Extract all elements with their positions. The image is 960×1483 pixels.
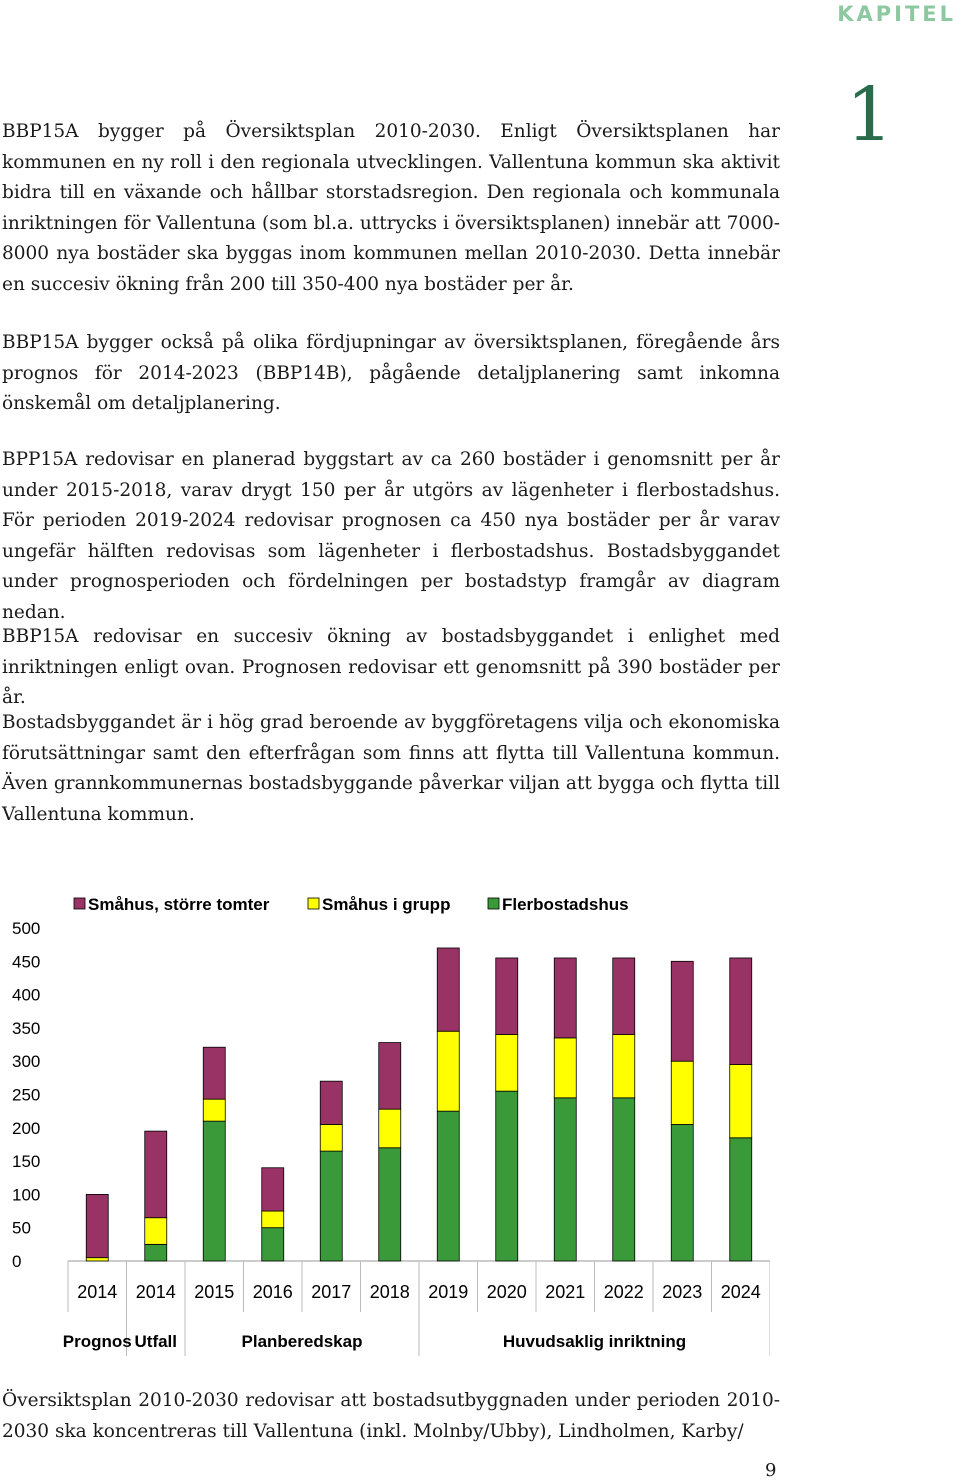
legend-label: Småhus i grupp [322,895,451,914]
bar-segment [145,1131,167,1218]
group-label: Prognos [62,1332,132,1351]
y-tick-label: 300 [12,1052,41,1072]
bar-segment [203,1121,225,1261]
x-tick-label: 2021 [545,1282,586,1302]
bar-segment [262,1168,284,1211]
x-tick-label: 2014 [135,1282,176,1302]
bar-segment [203,1099,225,1121]
bar-segment [262,1211,284,1228]
bar-segment [145,1218,167,1245]
bar-segment [613,1035,635,1098]
bar-segment [730,1065,752,1138]
chapter-number: 1 [846,72,894,158]
x-tick-label: 2014 [77,1282,118,1302]
bar-segment [379,1109,401,1148]
bar-segment [379,1043,401,1110]
group-label: Huvudsaklig inriktning [502,1332,687,1351]
bar-segment [496,958,518,1035]
chapter-header-label: KAPITEL [837,2,956,26]
paragraph-1: BBP15A bygger på Översiktsplan 2010-2030. Enligt Översiktsplanen har kommunen en ny roll i den regionala utvecklingen. Vallentuna kommun ska aktivit bidra till en växande och hållbar storstadsregion. Den regionala och kommunala inriktningen för Vallentuna (som bl.a. uttrycks i översiktsplanen) innebär att 7000-8000 nya bostäder ska byggas inom kommunen mellan 2010-2030. Detta innebär en succesiv ökning från 200 till 350-400 nya bostäder per år. [2,121,780,295]
x-tick-label: 2016 [252,1282,293,1302]
x-tick-label: 2019 [428,1282,469,1302]
group-label: Utfall [134,1332,177,1351]
paragraph-4: BBP15A redovisar en succesiv ökning av bostadsbyggandet i enlighet med inriktningen enligt ovan. Prognosen redovisar ett genomsnitt på 390 bostäder per år. [2,626,780,708]
y-tick-label: 250 [12,1085,41,1105]
bar-segment [145,1244,167,1261]
y-tick-label: 0 [12,1252,22,1271]
x-tick-label: 2023 [662,1282,703,1302]
bar-segment [730,1138,752,1261]
page-number: 9 [765,1460,777,1481]
x-tick-label: 2022 [603,1282,644,1302]
bar-segment [671,1124,693,1261]
bar-segment [671,961,693,1061]
bar-segment [437,1031,459,1111]
bar-segment [554,1098,576,1261]
y-tick-label: 150 [12,1152,41,1172]
x-tick-label: 2018 [369,1282,410,1302]
paragraph-2: BBP15A bygger också på olika fördjupningar av översiktsplanen, föregående års prognos för 2014-2023 (BBP14B), pågående detaljplanering samt inkomna önskemål om detaljplanering. [2,332,780,414]
x-tick-label: 2017 [311,1282,352,1302]
bar-segment [437,1111,459,1261]
bar-segment [86,1258,108,1261]
group-label: Planberedskap [241,1332,363,1351]
bar-segment [671,1061,693,1124]
bar-segment [613,1098,635,1261]
housing-chart [2,868,770,1356]
legend-swatch [488,898,499,909]
paragraph-6: Översiktsplan 2010-2030 redovisar att bostadsutbyggnaden under perioden 2010-2030 ska koncentreras till Vallentuna (inkl. Molnby/Ubby), Lindholmen, Karby/ [2,1390,780,1442]
paragraph-5: Bostadsbyggandet är i hög grad beroende av byggföretagens vilja och ekonomiska förutsättningar samt den efterfrågan som finns att flytta till Vallentuna kommun. Även grannkommunernas bostadsbyggande påverkar viljan att bygga och flytta till Vallentuna kommun. [2,712,780,825]
bar-segment [320,1124,342,1151]
legend-swatch [308,898,319,909]
housing-chart-svg [2,868,770,1356]
x-tick-label: 2024 [720,1282,761,1302]
paragraph-3: BPP15A redovisar en planerad byggstart av ca 260 bostäder i genomsnitt per år under 2015-2018, varav drygt 150 per år utgörs av lägenheter i flerbostadshus. För perioden 2019-2024 redovisar prognosen ca 450 nya bostäder per år varav ungefär hälften redovisas som lägenheter i flerbostadshus. Bostadsbyggandet under prognosperioden och fördelningen per bostadstyp framgår av diagram nedan. [2,449,780,623]
y-tick-label: 350 [12,1018,41,1038]
bar-segment [496,1035,518,1092]
y-tick-label: 100 [12,1185,41,1205]
bar-segment [320,1081,342,1124]
x-tick-label: 2020 [486,1282,527,1302]
y-tick-label: 400 [12,985,41,1005]
bar-segment [496,1091,518,1261]
y-tick-label: 450 [12,952,41,972]
y-tick-label: 500 [12,919,41,938]
y-tick-label: 50 [12,1218,31,1238]
bar-segment [262,1228,284,1261]
bar-segment [203,1047,225,1099]
bar-segment [613,958,635,1035]
legend-label: Flerbostadshus [502,895,629,914]
bar-segment [554,958,576,1038]
bar-segment [379,1148,401,1261]
bar-segment [320,1151,342,1261]
legend-swatch [74,898,85,909]
legend-label: Småhus, större tomter [88,895,270,914]
bar-segment [86,1194,108,1257]
bar-segment [554,1038,576,1098]
bar-segment [730,958,752,1065]
x-tick-label: 2015 [194,1282,235,1302]
bar-segment [437,948,459,1031]
y-tick-label: 200 [12,1118,41,1138]
